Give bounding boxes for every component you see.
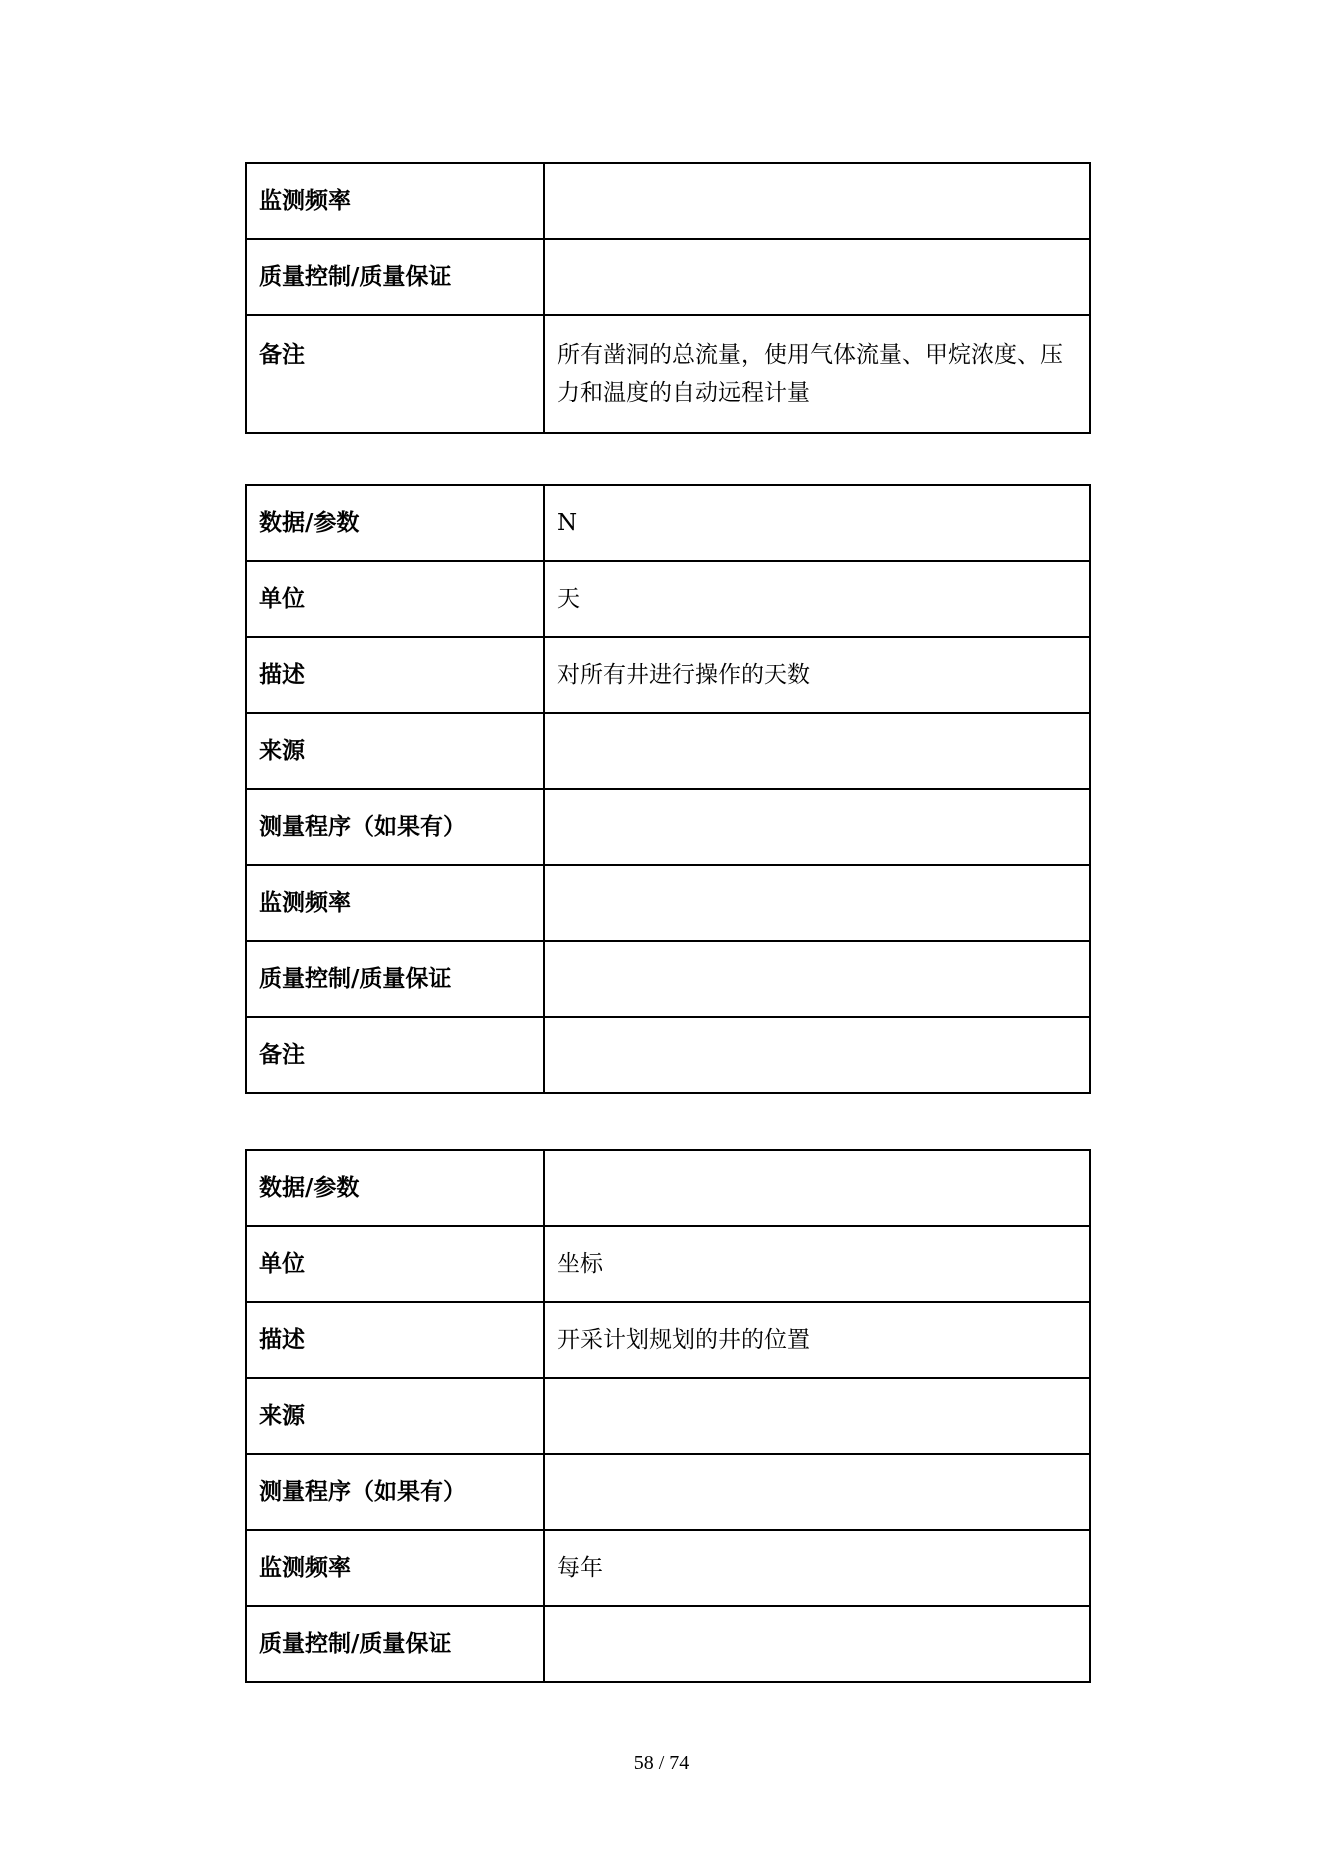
table-row	[246, 1150, 1090, 1226]
table-row	[246, 485, 1090, 561]
table-row	[246, 941, 1090, 1017]
parameter-table-2	[245, 484, 1091, 1094]
table-row	[246, 637, 1090, 713]
row-value: 每年	[544, 1530, 1090, 1606]
row-label: 描述	[246, 1302, 544, 1378]
row-value: 天	[544, 561, 1090, 637]
row-value	[544, 1454, 1090, 1530]
row-label: 备注	[246, 315, 544, 433]
table-row	[246, 1606, 1090, 1682]
table-row	[246, 1378, 1090, 1454]
row-label: 单位	[246, 561, 544, 637]
row-value	[544, 1150, 1090, 1226]
row-value: 对所有井进行操作的天数	[544, 637, 1090, 713]
row-label: 测量程序（如果有）	[246, 1454, 544, 1530]
row-label: 数据/参数	[246, 485, 544, 561]
row-value: 坐标	[544, 1226, 1090, 1302]
row-value	[544, 865, 1090, 941]
row-value	[544, 1606, 1090, 1682]
table-row	[246, 163, 1090, 239]
row-label: 监测频率	[246, 1530, 544, 1606]
row-value	[544, 789, 1090, 865]
table-row	[246, 865, 1090, 941]
row-value	[544, 239, 1090, 315]
row-label: 监测频率	[246, 163, 544, 239]
row-label: 来源	[246, 1378, 544, 1454]
parameter-table-3	[245, 1149, 1091, 1683]
row-label: 备注	[246, 1017, 544, 1093]
row-label: 描述	[246, 637, 544, 713]
row-value	[544, 941, 1090, 1017]
table-row	[246, 1530, 1090, 1606]
table-row	[246, 1454, 1090, 1530]
row-label: 质量控制/质量保证	[246, 941, 544, 1017]
row-label: 单位	[246, 1226, 544, 1302]
table-row	[246, 789, 1090, 865]
parameter-table-1	[245, 162, 1091, 434]
table-row	[246, 1017, 1090, 1093]
row-value	[544, 1378, 1090, 1454]
row-label: 监测频率	[246, 865, 544, 941]
row-label: 质量控制/质量保证	[246, 239, 544, 315]
table-row	[246, 1302, 1090, 1378]
table-row	[246, 315, 1090, 433]
page-number: 58 / 74	[633, 1752, 690, 1774]
row-value: 所有凿洞的总流量，使用气体流量、甲烷浓度、压力和温度的自动远程计量	[544, 315, 1090, 433]
row-label: 测量程序（如果有）	[246, 789, 544, 865]
row-label: 来源	[246, 713, 544, 789]
table-row	[246, 1226, 1090, 1302]
row-value: 开采计划规划的井的位置	[544, 1302, 1090, 1378]
row-value: N	[544, 485, 1090, 561]
row-label: 质量控制/质量保证	[246, 1606, 544, 1682]
row-value	[544, 163, 1090, 239]
row-value	[544, 713, 1090, 789]
row-label: 数据/参数	[246, 1150, 544, 1226]
table-row	[246, 713, 1090, 789]
table-row	[246, 239, 1090, 315]
row-value	[544, 1017, 1090, 1093]
table-row	[246, 561, 1090, 637]
